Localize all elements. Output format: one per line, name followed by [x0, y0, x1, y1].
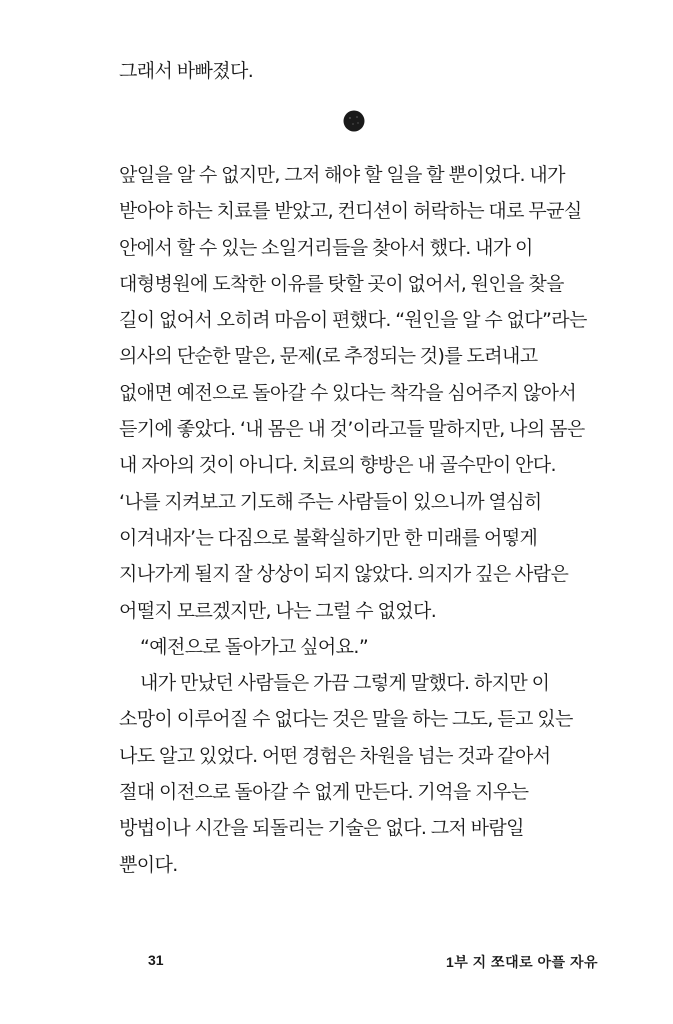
text-line: 뿐이다. [119, 853, 178, 876]
text-line: 내 자아의 것이 아니다. 치료의 향방은 내 골수만이 안다. [119, 454, 556, 477]
text-line: 없애면 예전으로 돌아갈 수 있다는 착각을 심어주지 않아서 [119, 381, 577, 404]
dialogue-line: “예전으로 돌아가고 싶어요.” [140, 635, 369, 658]
text-line: 이겨내자’는 다짐으로 불확실하기만 한 미래를 어떻게 [119, 526, 538, 549]
text-line: 내가 만났던 사람들은 가끔 그렇게 말했다. 하지만 이 [140, 672, 550, 695]
text-line: 방법이나 시간을 되돌리는 기술은 없다. 그저 바람일 [119, 817, 524, 840]
text-line: 받아야 하는 치료를 받았고, 컨디션이 허락하는 대로 무균실 [119, 200, 582, 223]
text-line: ‘나를 지켜보고 기도해 주는 사람들이 있으니까 열심히 [119, 490, 542, 513]
page-number: 31 [148, 952, 164, 968]
dark-circle-ornament-icon [343, 110, 365, 132]
text-line: 대형병원에 도착한 이유를 탓할 곳이 없어서, 원인을 찾을 [119, 272, 564, 295]
text-line: 길이 없어서 오히려 마음이 편했다. “원인을 알 수 없다”라는 [119, 309, 587, 332]
text-line: 그래서 바빠졌다. [119, 60, 254, 82]
opening-paragraph [119, 53, 619, 89]
main-text [119, 157, 619, 883]
text-line: 듣기에 좋았다. ‘내 몸은 내 것’이라고들 말하지만, 나의 몸은 [119, 418, 585, 441]
text-line: 안에서 할 수 있는 소일거리들을 찾아서 했다. 내가 이 [119, 236, 533, 259]
text-line: 앞일을 알 수 없지만, 그저 해야 할 일을 할 뿐이었다. 내가 [119, 164, 565, 186]
text-line: 의사의 단순한 말은, 문제(로 추정되는 것)를 도려내고 [119, 345, 538, 368]
text-line: 지나가게 될지 잘 상상이 되지 않았다. 의지가 깊은 사람은 [119, 563, 569, 586]
text-line: 나도 알고 있었다. 어떤 경험은 차원을 넘는 것과 같아서 [119, 744, 551, 767]
text-line: 절대 이전으로 돌아갈 수 없게 만든다. 기억을 지우는 [119, 781, 529, 804]
running-title: 1부 지 쪼대로 아플 자유 [445, 954, 598, 970]
text-line: 어떨지 모르겠지만, 나는 그럴 수 없었다. [119, 599, 437, 622]
text-line: 소망이 이루어질 수 없다는 것은 말을 하는 그도, 듣고 있는 [119, 708, 573, 731]
